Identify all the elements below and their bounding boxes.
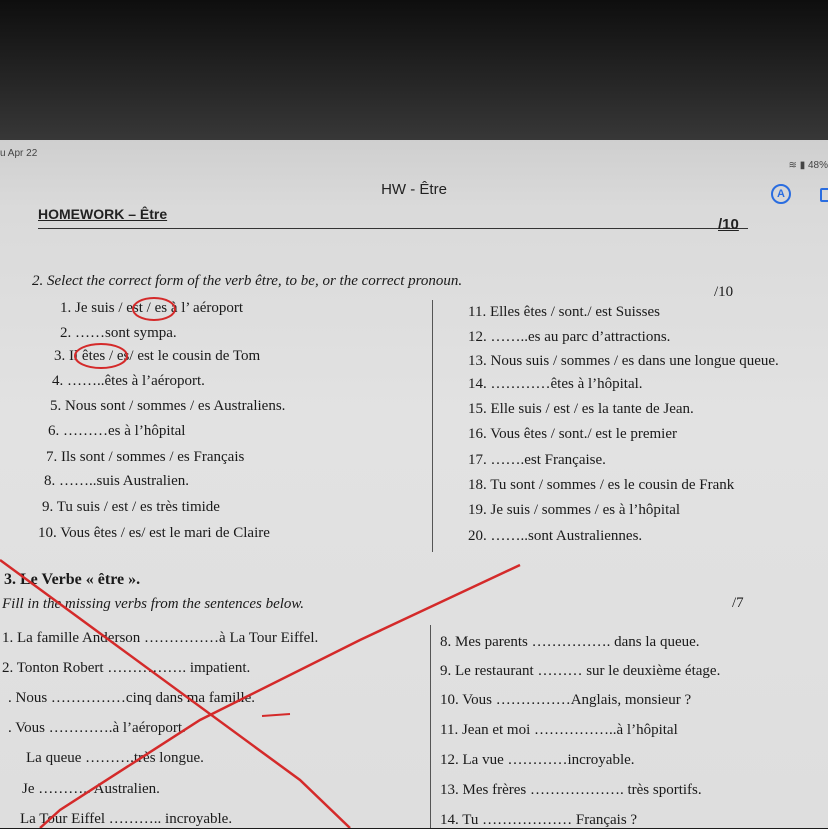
section2-score: /10	[714, 284, 734, 300]
list-item: 6. ………es à l’hôpital	[48, 423, 186, 439]
wifi-icon: ≋ ▮	[788, 160, 808, 171]
list-item: 15. Elle suis / est / es la tante de Jean.	[468, 401, 694, 417]
list-item: La queue ……….très longue.	[26, 750, 204, 766]
list-item: 3. Il êtes / es/ est le cousin de Tom	[54, 348, 261, 364]
list-item: 1. La famille Anderson ……………à La Tour Eiffel.	[2, 630, 319, 646]
list-item: 9. Le restaurant ……… sur le deuxième étage.	[440, 663, 721, 679]
list-item: 12. La vue …………incroyable.	[440, 752, 635, 768]
circle-mark-est	[133, 298, 175, 320]
circle-mark-il	[75, 344, 127, 368]
list-item: Je ……….. Australien.	[22, 781, 160, 797]
section3-score: /7	[732, 595, 744, 611]
battery-percent: 48%	[807, 160, 828, 171]
list-item: 8. Mes parents ……………. dans la queue.	[440, 634, 700, 650]
list-item: 10. Vous êtes / es/ est le mari de Claire	[38, 525, 270, 541]
list-item: 2. Tonton Robert ……………. impatient.	[2, 660, 251, 676]
list-item: . Nous ……………cinq dans ma famille.	[8, 690, 256, 706]
dash-mark	[262, 714, 290, 716]
list-item: 1. Je suis / est / es à l’ aéroport	[60, 300, 244, 316]
list-item: La Tour Eiffel ……….. incroyable.	[20, 811, 233, 827]
list-item: 13. Mes frères ………………. très sportifs.	[440, 782, 702, 798]
list-item: . Vous ………….à l’aéroport.	[8, 720, 186, 736]
list-item: 2. ……sont sympa.	[60, 325, 177, 341]
homework-heading: HOMEWORK – Être	[38, 206, 168, 222]
list-item: 8. ……..suis Australien.	[44, 473, 189, 489]
list-item: 4. ……..êtes à l’aéroport.	[52, 373, 205, 389]
section3-title: 3. Le Verbe « être ».	[4, 571, 141, 588]
homework-score: /10	[718, 216, 739, 233]
list-item: 12. ……..es au parc d’attractions.	[468, 329, 671, 345]
list-item: 18. Tu sont / sommes / es le cousin de Frank	[468, 477, 735, 493]
list-item: 17. …….est Française.	[468, 452, 606, 468]
document-title: HW - Être	[381, 181, 447, 198]
cross-out-stroke	[0, 560, 350, 828]
list-item: 16. Vous êtes / sont./ est le premier	[468, 426, 678, 442]
list-item: 19. Je suis / sommes / es à l’hôpital	[468, 502, 681, 518]
list-item: 11. Elles êtes / sont./ est Suisses	[468, 304, 660, 320]
section2-instruction: 2. Select the correct form of the verb être, to be, or the correct pronoun.	[32, 273, 463, 289]
list-item: 14. Tu ……………… Français ?	[440, 812, 638, 828]
status-date: u Apr 22	[0, 148, 38, 159]
list-item: 20. ……..sont Australiennes.	[468, 528, 643, 544]
markup-pen-icon[interactable]: A	[771, 184, 791, 204]
list-item: 5. Nous sont / sommes / es Australiens.	[50, 398, 286, 414]
list-item: 14. …………êtes à l’hôpital.	[468, 376, 643, 392]
list-item: 7. Ils sont / sommes / es Français	[46, 449, 245, 465]
list-item: 10. Vous ……………Anglais, monsieur ?	[440, 692, 692, 708]
list-item: 11. Jean et moi ……………..à l’hôpital	[440, 722, 678, 738]
cross-out-stroke	[40, 565, 520, 828]
list-item: 13. Nous suis / sommes / es dans une longue queue.	[468, 353, 779, 369]
section3-instruction: Fill in the missing verbs from the sentences below.	[2, 596, 305, 612]
list-item: 9. Tu suis / est / es très timide	[42, 499, 220, 515]
